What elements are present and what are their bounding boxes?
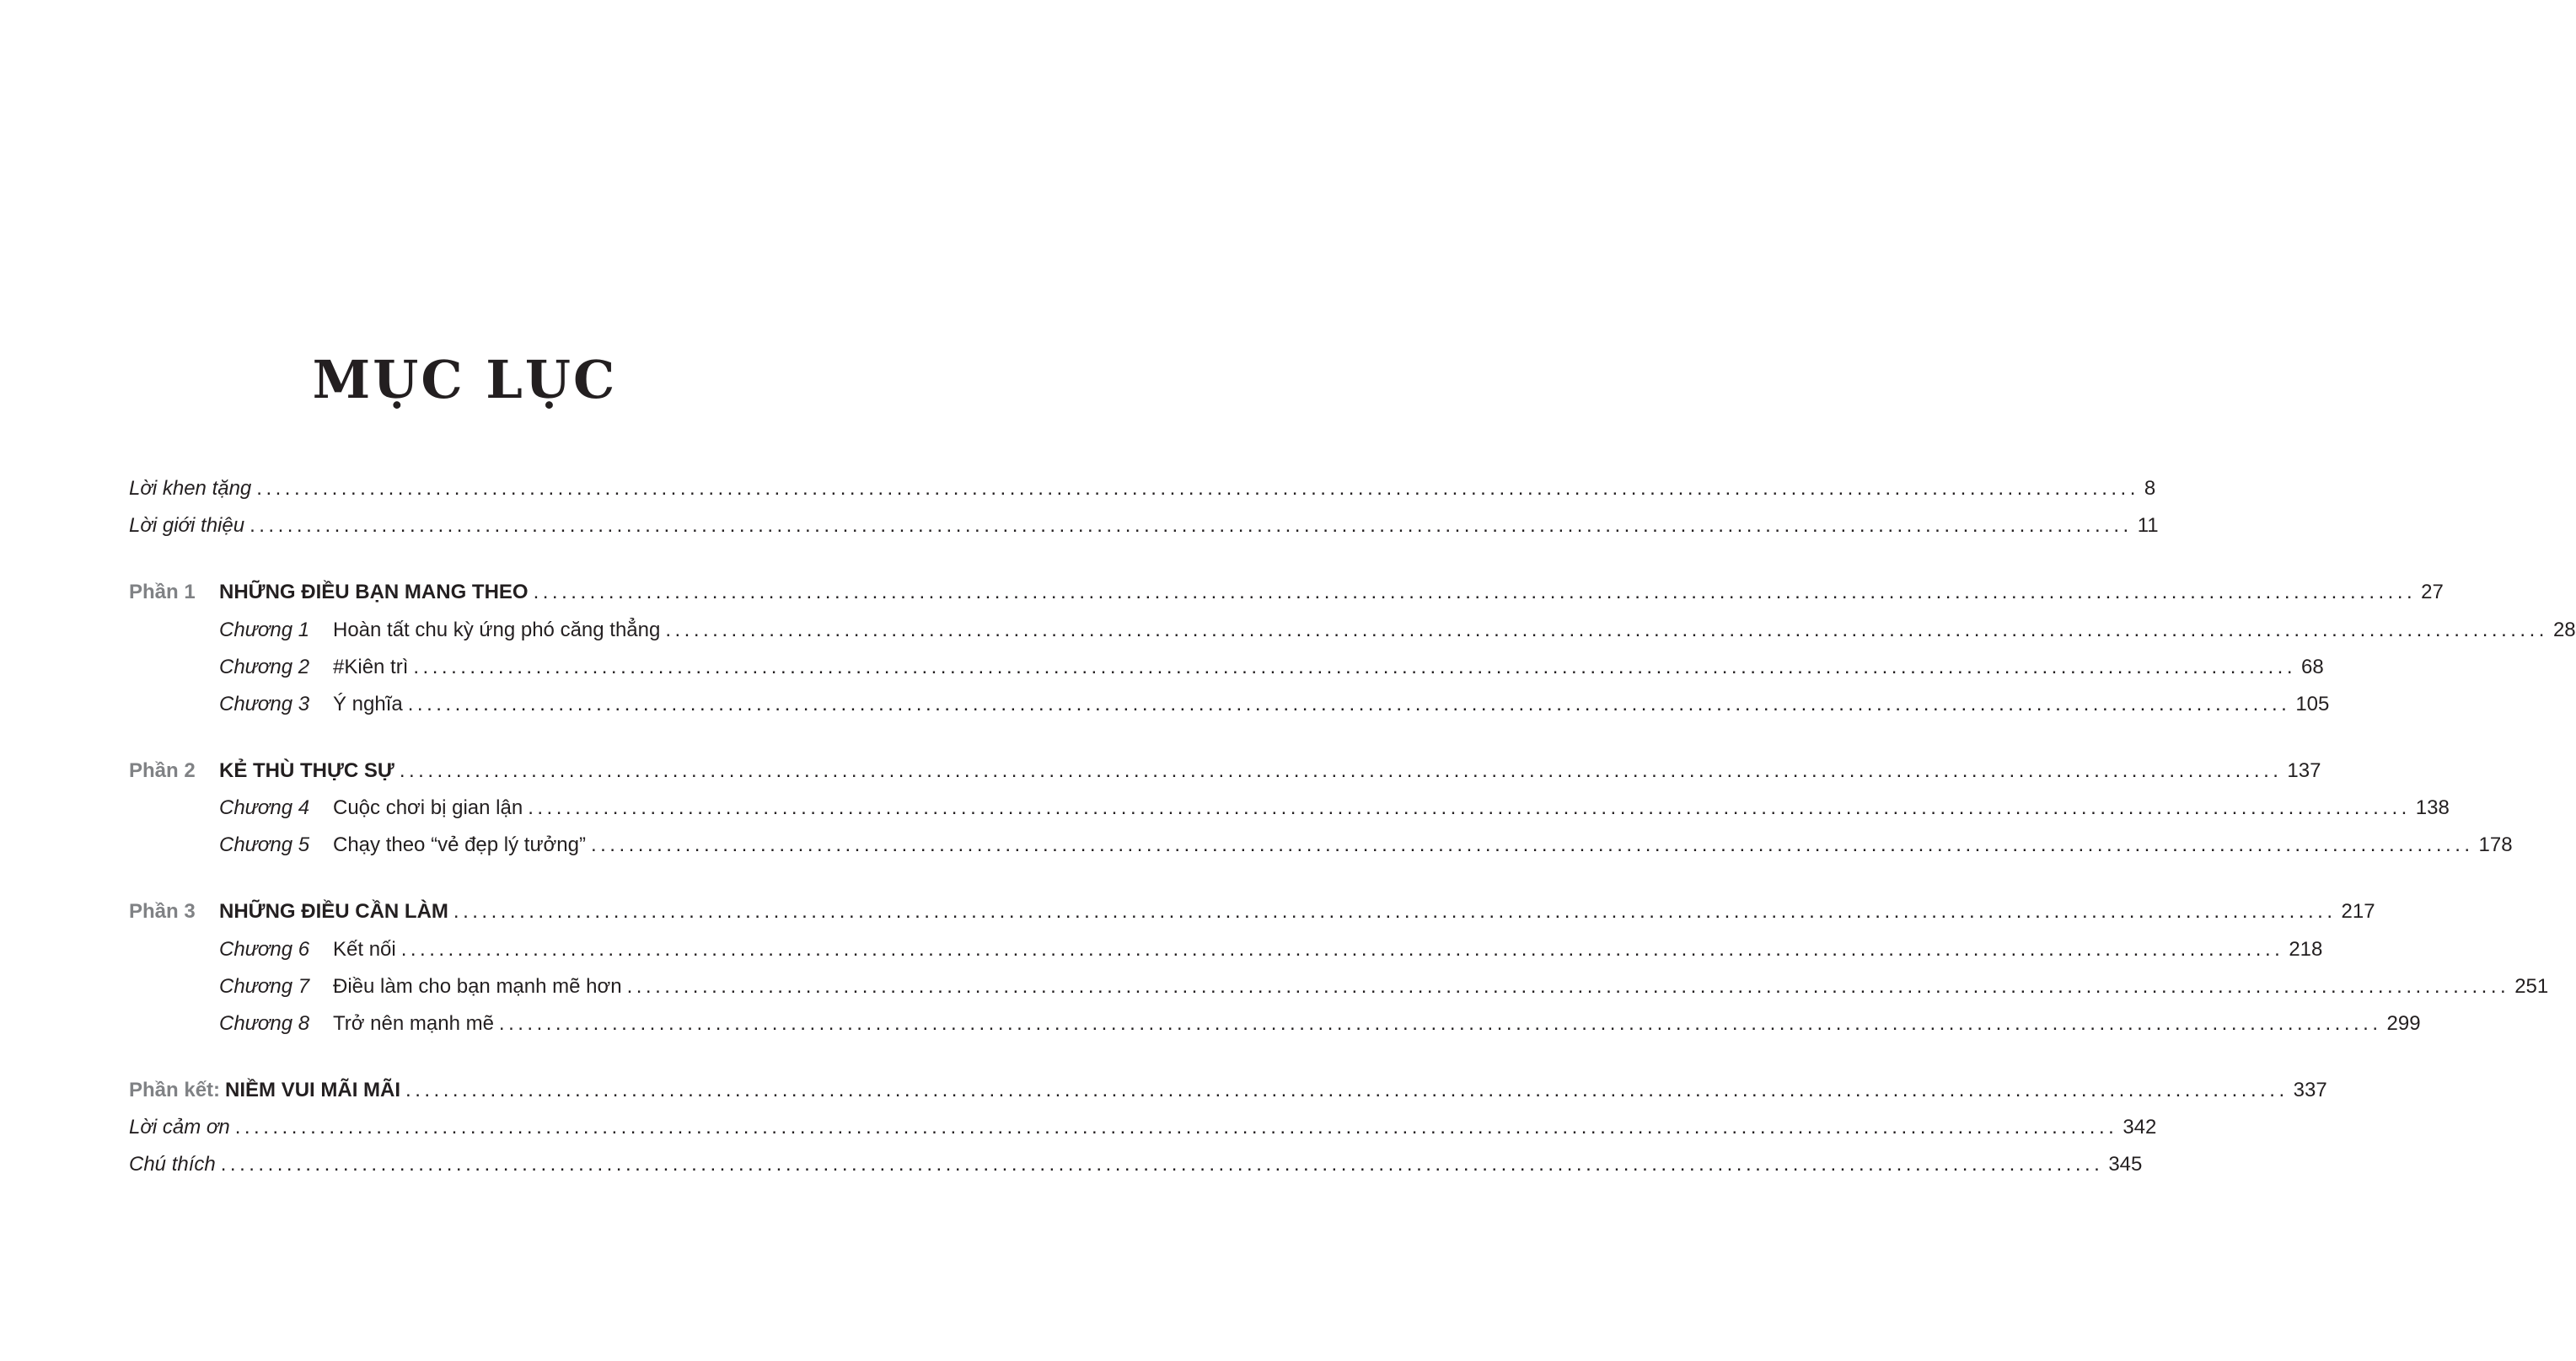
toc-leader-dots: ........................................................................................................................................................................................................ [234,1116,2118,1139]
toc-entry-label: Chú thích [129,1153,216,1176]
part-label: Phần 2 [129,759,196,782]
toc-leader-dots: ........................................................................................................................................................................................................ [399,759,2283,782]
part-title: KẺ THÙ THỰC SỰ [219,759,394,782]
chapter-title: Ý nghĩa [333,693,403,715]
chapter-label: Chương 4 [219,796,310,819]
toc-leader-dots: ........................................................................................................................................................................................................ [626,975,2510,998]
chapter-title: Chạy theo “vẻ đẹp lý tưởng” [333,833,586,856]
toc-page-number: 299 [2386,1012,2421,1035]
toc-page-number: 251 [2514,975,2549,998]
toc-entry-chapter[interactable] [333,1010,2421,1038]
toc-entry-part[interactable] [219,757,2321,785]
toc-leader-dots: ........................................................................................................................................................................................................ [413,656,2296,678]
toc-entry-front[interactable] [129,474,2156,503]
chapter-label: Chương 2 [219,656,310,678]
toc-leader-dots: ........................................................................................................................................................................................................ [250,514,2133,537]
closing-part-title: NIỀM VUI MÃI MÃI [225,1079,401,1101]
toc-entry-chapter[interactable] [333,794,2450,822]
chapter-label: Chương 7 [219,975,310,998]
toc-entry-back[interactable] [129,1113,2157,1142]
toc-page-number: 68 [2300,656,2324,678]
toc-leader-dots: ........................................................................................................................................................................................................ [220,1153,2104,1176]
toc-entry-chapter[interactable] [333,831,2513,860]
toc-page-number: 27 [2421,581,2444,603]
toc-page-number: 105 [2295,693,2330,715]
toc-leader-dots: ........................................................................................................................................................................................................ [405,1079,2289,1101]
toc-page-number: 342 [2123,1116,2157,1139]
chapter-label: Chương 8 [219,1012,310,1035]
toc-entry-chapter[interactable] [333,653,2324,682]
toc-page-number: 138 [2415,796,2450,819]
toc-page-number: 8 [2144,477,2156,500]
toc-entry-part[interactable] [219,898,2375,926]
toc-entry-chapter[interactable] [333,690,2330,719]
toc-page-number: 137 [2287,759,2321,782]
part-title: NHỮNG ĐIỀU BẠN MANG THEO [219,581,529,603]
toc-leader-dots: ........................................................................................................................................................................................................ [533,581,2417,603]
chapter-label: Chương 5 [219,833,310,856]
chapter-label: Chương 6 [219,938,310,961]
chapter-title: Điều làm cho bạn mạnh mẽ hơn [333,975,622,998]
page-title: MỤC LỤC [312,348,618,410]
toc-entry-back[interactable] [129,1150,2143,1179]
toc-entry-chapter[interactable] [333,973,2549,1001]
toc-leader-dots: ........................................................................................................................................................................................................ [256,477,2139,500]
part-title: NHỮNG ĐIỀU CẦN LÀM [219,900,448,923]
closing-part-label: Phần kết: [129,1079,221,1101]
toc-page-number: 178 [2478,833,2513,856]
toc-page-number: 218 [2289,938,2323,961]
toc-entry-closing[interactable] [129,1076,2327,1105]
toc-leader-dots: ........................................................................................................................................................................................................ [528,796,2411,819]
toc-leader-dots: ........................................................................................................................................................................................................ [498,1012,2382,1035]
toc-leader-dots: ........................................................................................................................................................................................................ [590,833,2474,856]
chapter-title: Trở nên mạnh mẽ [333,1012,494,1035]
toc-page-number: 11 [2137,514,2159,537]
toc-page-number: 345 [2108,1153,2143,1176]
toc-leader-dots: ........................................................................................................................................................................................................ [407,693,2291,715]
toc-leader-dots: ........................................................................................................................................................................................................ [665,619,2548,641]
toc-entry-chapter[interactable] [333,616,2576,645]
toc-leader-dots: ........................................................................................................................................................................................................ [400,938,2284,961]
toc-leader-dots: ........................................................................................................................................................................................................ [453,900,2337,923]
toc-page-number: 217 [2341,900,2375,923]
chapter-title: #Kiên trì [333,656,409,678]
toc-page-number: 28 [2552,619,2576,641]
part-label: Phần 1 [129,581,196,603]
toc-entry-label: Lời khen tặng [129,477,252,500]
chapter-title: Cuộc chơi bị gian lận [333,796,523,819]
toc-entry-chapter[interactable] [333,935,2323,964]
toc-entry-front[interactable] [129,512,2159,540]
part-label: Phần 3 [129,900,196,923]
toc-page-number: 337 [2293,1079,2327,1101]
chapter-title: Hoàn tất chu kỳ ứng phó căng thẳng [333,619,661,641]
chapter-label: Chương 1 [219,619,310,641]
chapter-label: Chương 3 [219,693,310,715]
chapter-title: Kết nối [333,938,396,961]
toc-entry-part[interactable] [219,578,2444,607]
toc-entry-label: Lời giới thiệu [129,514,245,537]
toc-entry-label: Lời cảm ơn [129,1116,230,1139]
